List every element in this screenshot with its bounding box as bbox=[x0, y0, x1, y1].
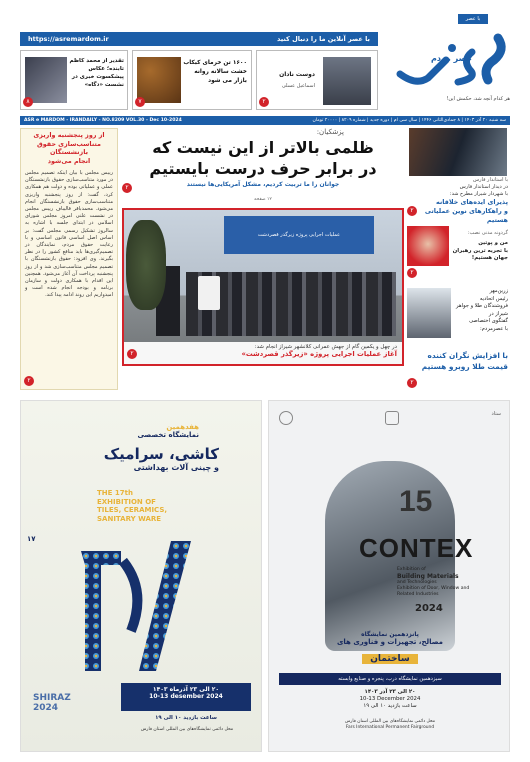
story1-headline-line: و راهکارهای نوین عملیاتی هستیم bbox=[424, 207, 508, 224]
story3-intro-line: با عصرمردم: bbox=[479, 325, 508, 332]
story1-kicker bbox=[410, 184, 508, 198]
story2-photo[interactable] bbox=[407, 226, 449, 266]
small-badge: با عصر bbox=[458, 14, 488, 24]
page-badge: ۲ bbox=[127, 349, 137, 359]
story2-title[interactable] bbox=[452, 240, 508, 263]
main-headline-line: ظلمی بالاتر از این نیست که bbox=[152, 138, 374, 157]
masthead bbox=[20, 14, 510, 114]
main-headline-line: در برابر حرف درست بایستیم bbox=[149, 159, 377, 178]
flower-stand bbox=[198, 276, 220, 310]
ad-logo-icon bbox=[385, 411, 399, 425]
ad-title-line: کاشی، سرامیک bbox=[103, 445, 219, 463]
ad-top-line: نمایشگاه تخصصی bbox=[137, 431, 199, 439]
ad-en-line: Related Industries bbox=[397, 592, 439, 597]
ad-brand: CONTEX bbox=[359, 533, 474, 563]
logo-block bbox=[388, 14, 510, 106]
page-badge: ۲ bbox=[407, 268, 417, 278]
page-badge: ۲ bbox=[24, 376, 34, 386]
ad-city-year: 2024 bbox=[33, 703, 59, 713]
ad-venue bbox=[299, 719, 481, 731]
right-column bbox=[407, 128, 510, 390]
story3-intro-line: گفتگوی اختصاصی bbox=[469, 318, 508, 324]
teaser-middle-text: ۱۶۰۰ تن خرمای کبکاب خشت سالانه روانه بازار می شود bbox=[183, 60, 247, 84]
story1-headline-line: پذیرای ایده‌های خلاقانه bbox=[435, 198, 508, 206]
main-headline[interactable] bbox=[122, 137, 404, 179]
ad-title-line: و چینی آلات بهداشتی bbox=[133, 463, 219, 472]
teaser-left[interactable] bbox=[20, 50, 128, 110]
story1-caption: با استاندار فارس bbox=[473, 177, 508, 183]
ad-en-line: Building Materials bbox=[397, 573, 459, 580]
main-kicker: پزشکیان: bbox=[316, 128, 344, 136]
ad-english-line: SANITARY WARE bbox=[97, 514, 162, 523]
ad-sub-banner: سیزدهمین نمایشگاه درب، پنجره و صنایع وابسته bbox=[279, 673, 501, 685]
page-badge: ۲ bbox=[259, 97, 269, 107]
ad-dates-en: 10-13 December 2024 bbox=[359, 696, 421, 702]
dates-photo bbox=[137, 57, 181, 103]
ad-badge: ستاد bbox=[491, 411, 501, 417]
ad-hours: ساعت بازدید ۱۰ الی ۱۹ bbox=[363, 703, 417, 709]
photo-caption bbox=[124, 342, 402, 364]
tree bbox=[126, 220, 166, 310]
ad-en-line: Exhibition of Door, Window and bbox=[397, 586, 470, 591]
ad-top-label bbox=[137, 423, 199, 439]
ad-english-block bbox=[397, 567, 497, 598]
page-reference: ۱۲ صفحه bbox=[254, 197, 272, 202]
ad-logos-row bbox=[279, 411, 501, 427]
story3-headline-line: با افزایش نگران کننده bbox=[427, 351, 508, 360]
award-photo bbox=[25, 57, 67, 103]
ad-en-line: and Technologies bbox=[397, 580, 437, 585]
ad-logo-icon bbox=[279, 411, 293, 425]
ad-fa-line: مصالح، تجهیزات و فناوری های bbox=[337, 638, 443, 646]
ad-english-line: THE 17th bbox=[97, 489, 133, 497]
page-badge: ۲ bbox=[407, 378, 417, 388]
story2-author: گردونه مدنی نصب: bbox=[467, 230, 508, 236]
left-headline-line: انجام می‌شود bbox=[47, 156, 91, 165]
event-banner: عملیات اجرایی پروژه زیرگذر قصردشت bbox=[224, 216, 374, 254]
online-banner bbox=[20, 32, 378, 46]
left-headline[interactable] bbox=[21, 129, 117, 167]
ad-title bbox=[104, 445, 219, 472]
teaser-left-text: تقدیر از محمد کاظم تابنده؛ عکاس پیشکسوت خبری در نشست «دگاه» bbox=[69, 58, 124, 88]
ad-top-line: هفدهمین bbox=[166, 423, 199, 431]
story3-intro bbox=[452, 288, 508, 333]
ad-fa-line: ساختمان bbox=[362, 654, 418, 664]
story3-headline-line: قیمت طلا روبرو هستیم bbox=[421, 362, 508, 371]
photo-caption-line: آغاز عملیات اجرایی پروژه «زیرگذر قصردشت» bbox=[241, 350, 397, 358]
story3-intro-line: فروشندگان طلا و جواهر bbox=[456, 303, 508, 309]
ad-english-title bbox=[97, 489, 167, 523]
ad-number-text: ۱۷ bbox=[27, 535, 36, 543]
ad-dates-box bbox=[121, 683, 251, 711]
ad-big-number-graphic bbox=[61, 531, 231, 681]
main-photo[interactable] bbox=[122, 208, 404, 366]
ad-contex[interactable] bbox=[268, 400, 510, 752]
page-badge: ۲ bbox=[122, 183, 132, 193]
ad-dates-fa: ۲۰ الی ۲۳ آذرماه ۱۴۰۳ bbox=[152, 686, 220, 693]
ad-city bbox=[33, 693, 71, 713]
ad-fa-block bbox=[279, 631, 501, 665]
ad-dates bbox=[309, 689, 471, 710]
main-subhead: جوانان را ما تربیت کردیم، مشکل آمریکایی‌ها نیستند bbox=[186, 181, 340, 188]
ad-en-line: Exhibition of bbox=[397, 567, 426, 572]
info-bar bbox=[20, 116, 510, 125]
english-issue-line: ASR e MARDOM - IRANDAILY - NO.8209 VOL.30 - Dec 10-2024 bbox=[24, 118, 182, 123]
story1-kicker-line: با شهردار شیراز مطرح شد: bbox=[449, 191, 508, 197]
main-story bbox=[122, 128, 404, 390]
column-title: دوست نادان bbox=[279, 71, 315, 78]
governor-photo[interactable] bbox=[409, 128, 507, 176]
ad-hours: ساعت بازدید ۱۰ الی ۱۹ bbox=[155, 715, 217, 721]
left-body-text: رییس مجلس با بیان اینکه تصمیم مجلس در مورد متناسب‌سازی حقوق بازنشستگان عملی و عملیاتی بوده و دولت هم همکاری کرد، گفت: از روز پنجشنبه واریزی متناسب‌سازی حقوق بازنشستگان انجام می‌شود. محمدباقر قالیباف رییس مجلس در نشست علنی امروز مجلس شورای اسلامی در ابتدای جلسه با اشاره به سالروز تشکیل رسمی مجلس گفت: بر اساس اصل اساسی قانون اساسی و با رعایت حقوق مردم، نمایندگان در تصمیم‌گیری‌ها باید منافع کشور را در نظر بگیرند. وی افزود: حقوق بازنشستگان با تصمیم مجلس متناسب‌سازی شد و از روز پنجشنبه پرداخت آن آغاز می‌شود. همچنین این اقدام با همکاری دولت و سازمان برنامه و بودجه انجام شده است و امیدواریم این روند ادامه پیدا کند. bbox=[25, 170, 113, 299]
ad-dates-fa: ۲۰ الی ۲۳ آذر ۱۴۰۳ bbox=[364, 689, 416, 695]
left-headline-line: از روز پنجشنبه واریزی bbox=[33, 131, 105, 139]
ad-venue: محل دائمی نمایشگاه‌های بین المللی استان فارس bbox=[140, 727, 234, 732]
column-author: اسماعیل عسلی bbox=[281, 83, 315, 89]
story1-headline[interactable] bbox=[410, 198, 508, 225]
ad-city-name: SHIRAZ bbox=[33, 693, 71, 703]
photo-caption-line: در چهل و یکمین گام از جهش عمرانی کلانشهر شیراز انجام شد: bbox=[254, 344, 397, 350]
page-badge: ۲ bbox=[407, 206, 417, 216]
ad-venue-en: Fars International Permanent Fairground bbox=[345, 725, 435, 730]
masthead-subtitle: هر کدام آنچه شد، حکمش این! bbox=[446, 96, 510, 102]
ad-venue-fa: محل دائمی نمایشگاه‌های بین المللی استان فارس bbox=[344, 719, 436, 724]
story3-intro-line: شیراز در bbox=[488, 310, 508, 317]
ad-english-line: EXHIBITION OF bbox=[97, 497, 156, 506]
story2-title-line: با تجربه ترین رهبران bbox=[452, 247, 508, 254]
story1-kicker-line: در دیدار استاندار فارس bbox=[459, 184, 508, 190]
story2-title-line: جهان هستیم! bbox=[471, 255, 508, 261]
story3-headline[interactable] bbox=[408, 350, 508, 372]
ad-number: 15 bbox=[399, 485, 433, 518]
logo-text: عصر مردم bbox=[430, 54, 472, 63]
story2-title-line: من و پوتین bbox=[478, 240, 508, 246]
page-badge: ۷ bbox=[135, 97, 145, 107]
ad-english-line: TILES, CERAMICS, bbox=[97, 506, 168, 514]
teaser-middle[interactable] bbox=[132, 50, 252, 110]
ad-fa-line: پانزدهمین نمایشگاه bbox=[361, 631, 419, 638]
teaser-right[interactable] bbox=[256, 50, 378, 110]
ad-year: 2024 bbox=[415, 603, 443, 614]
story3-photo[interactable] bbox=[407, 288, 451, 338]
persian-issue-line: سه شنبه ۲۰ آذر ۱۴۰۳ | ۸ جمادی‌الثانی ۱۴۴۶ | سال سی ام | دوره جدید | شماره ۸۲۰۹ | ۲۰۰۰۰ تومان bbox=[312, 118, 506, 123]
page-badge: ۸ bbox=[23, 97, 33, 107]
story3-intro-line: رئیس اتحادیه bbox=[479, 295, 508, 302]
left-column bbox=[20, 128, 118, 390]
story3-intro-line: زرین‌مهر bbox=[489, 288, 508, 294]
ad-dates-en: 10-13 desember 2024 bbox=[149, 693, 223, 700]
author-photo bbox=[323, 57, 371, 105]
left-headline-line: متناسب‌سازی حقوق بازنشستگان bbox=[37, 139, 101, 156]
ad-ceramics[interactable] bbox=[20, 400, 262, 752]
website-link[interactable]: https://asremardom.ir bbox=[28, 35, 109, 43]
online-banner-text: با عصر آنلاین ما را دنبال کنید bbox=[276, 35, 370, 43]
